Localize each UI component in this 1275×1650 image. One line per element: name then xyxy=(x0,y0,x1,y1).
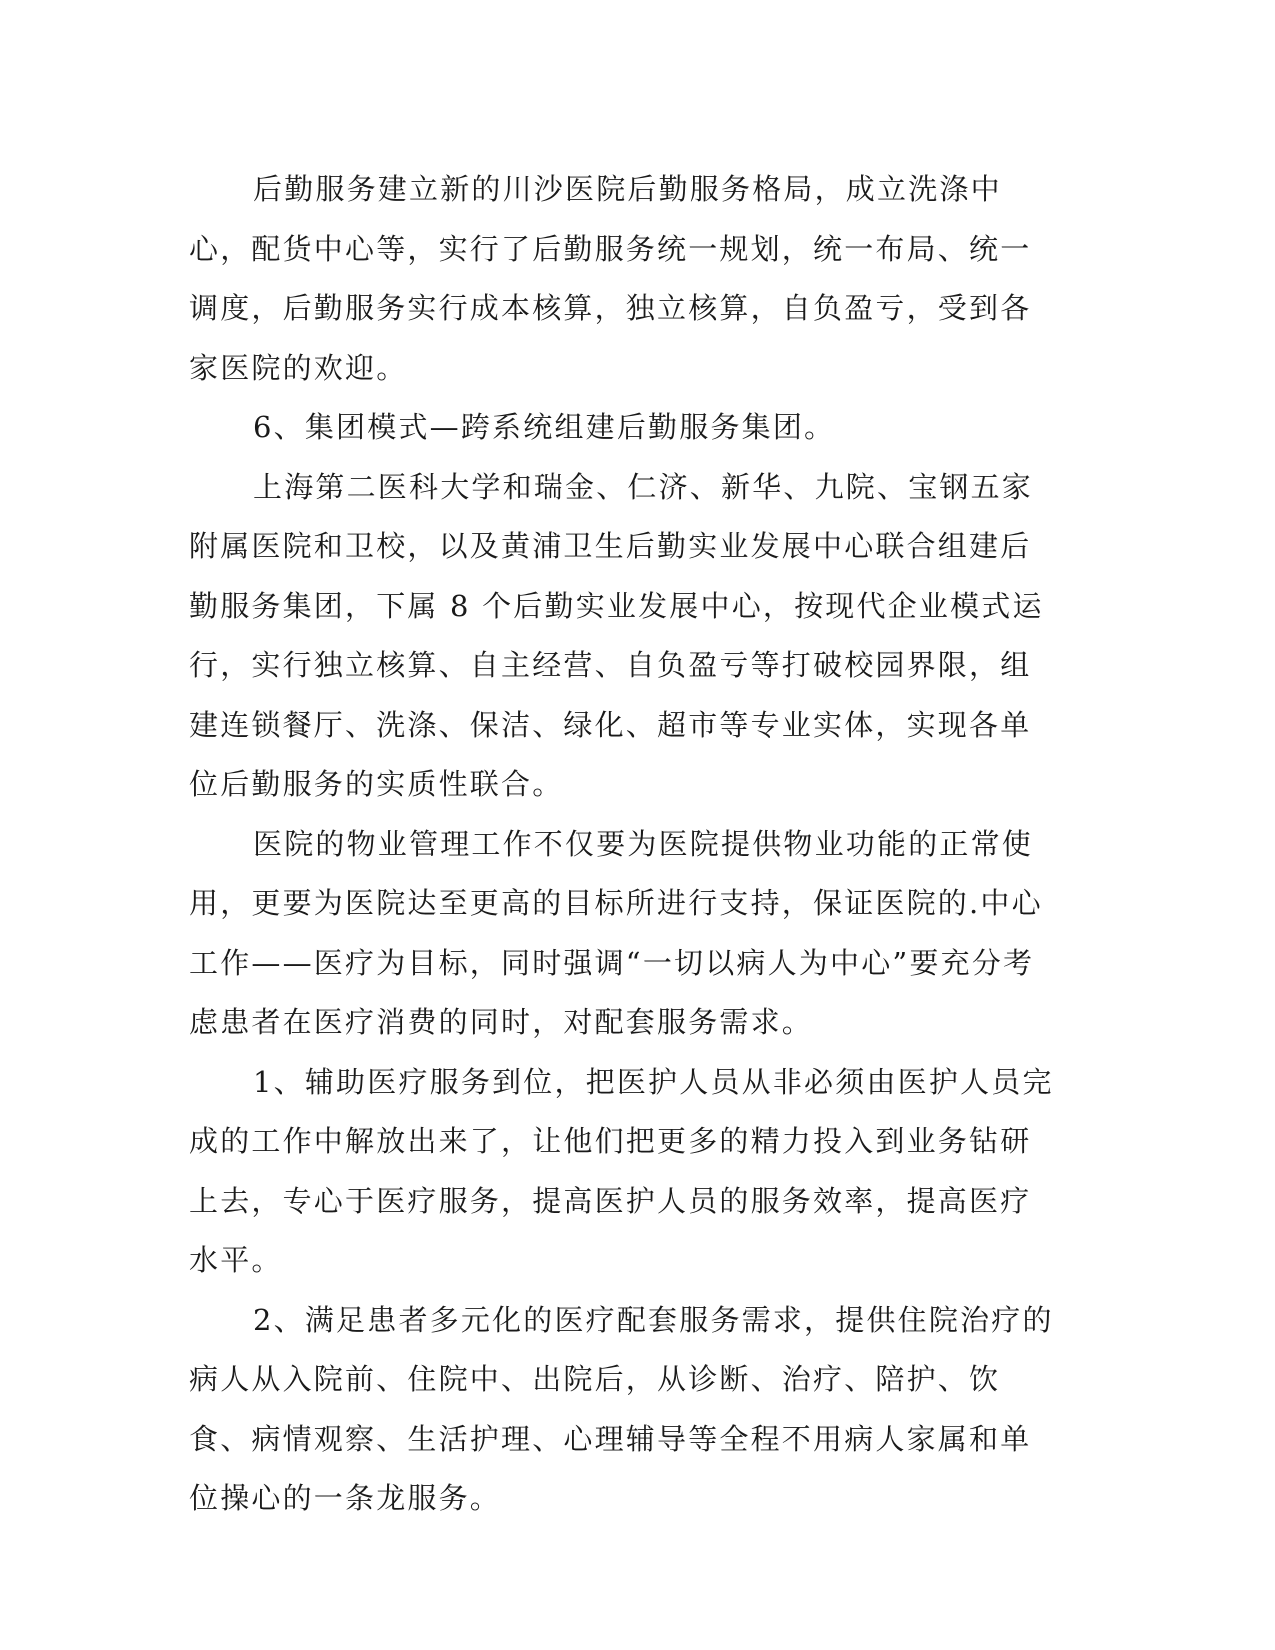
paragraph-point-2: 2、满足患者多元化的医疗配套服务需求，提供住院治疗的病人从入院前、住院中、出院后，从诊断、治疗、陪护、饮食、病情观察、生活护理、心理辅导等全程不用病人家属和单位操心的一条龙服务。 xyxy=(189,1302,1054,1515)
paragraph-property-management: 医院的物业管理工作不仅要为医院提供物业功能的正常使用，更要为医院达至更高的目标所进行支持，保证医院的.中心工作——医疗为目标，同时强调“一切以病人为中心”要充分考虑患者在医疗消费的同时，对配套服务需求。 xyxy=(189,826,1043,1039)
paragraph-group-model-heading: 6、集团模式—跨系统组建后勤服务集团。 xyxy=(253,410,836,444)
paragraph-point-1: 1、辅助医疗服务到位，把医护人员从非必须由医护人员完成的工作中解放出来了，让他们把更多的精力投入到业务钻研上去，专心于医疗服务，提高医护人员的服务效率，提高医疗水平。 xyxy=(189,1064,1054,1277)
paragraph-shanghai-group: 上海第二医科大学和瑞金、仁济、新华、九院、宝钢五家附属医院和卫校，以及黄浦卫生后勤实业发展中心联合组建后勤服务集团，下属 8 个后勤实业发展中心，按现代企业模式运行，实行独立核算、自主经营、自负盈亏等打破校园界限，组建连锁餐厅、洗涤、保洁、绿化、超市等专业实体，实现各单位后勤服务的实质性联合。 xyxy=(189,469,1044,801)
document-body xyxy=(189,160,1059,1529)
paragraph-logistics-chuansha: 后勤服务建立新的川沙医院后勤服务格局，成立洗涤中心，配货中心等，实行了后勤服务统一规划，统一布局、统一调度，后勤服务实行成本核算，独立核算，自负盈亏，受到各家医院的欢迎。 xyxy=(189,172,1032,385)
